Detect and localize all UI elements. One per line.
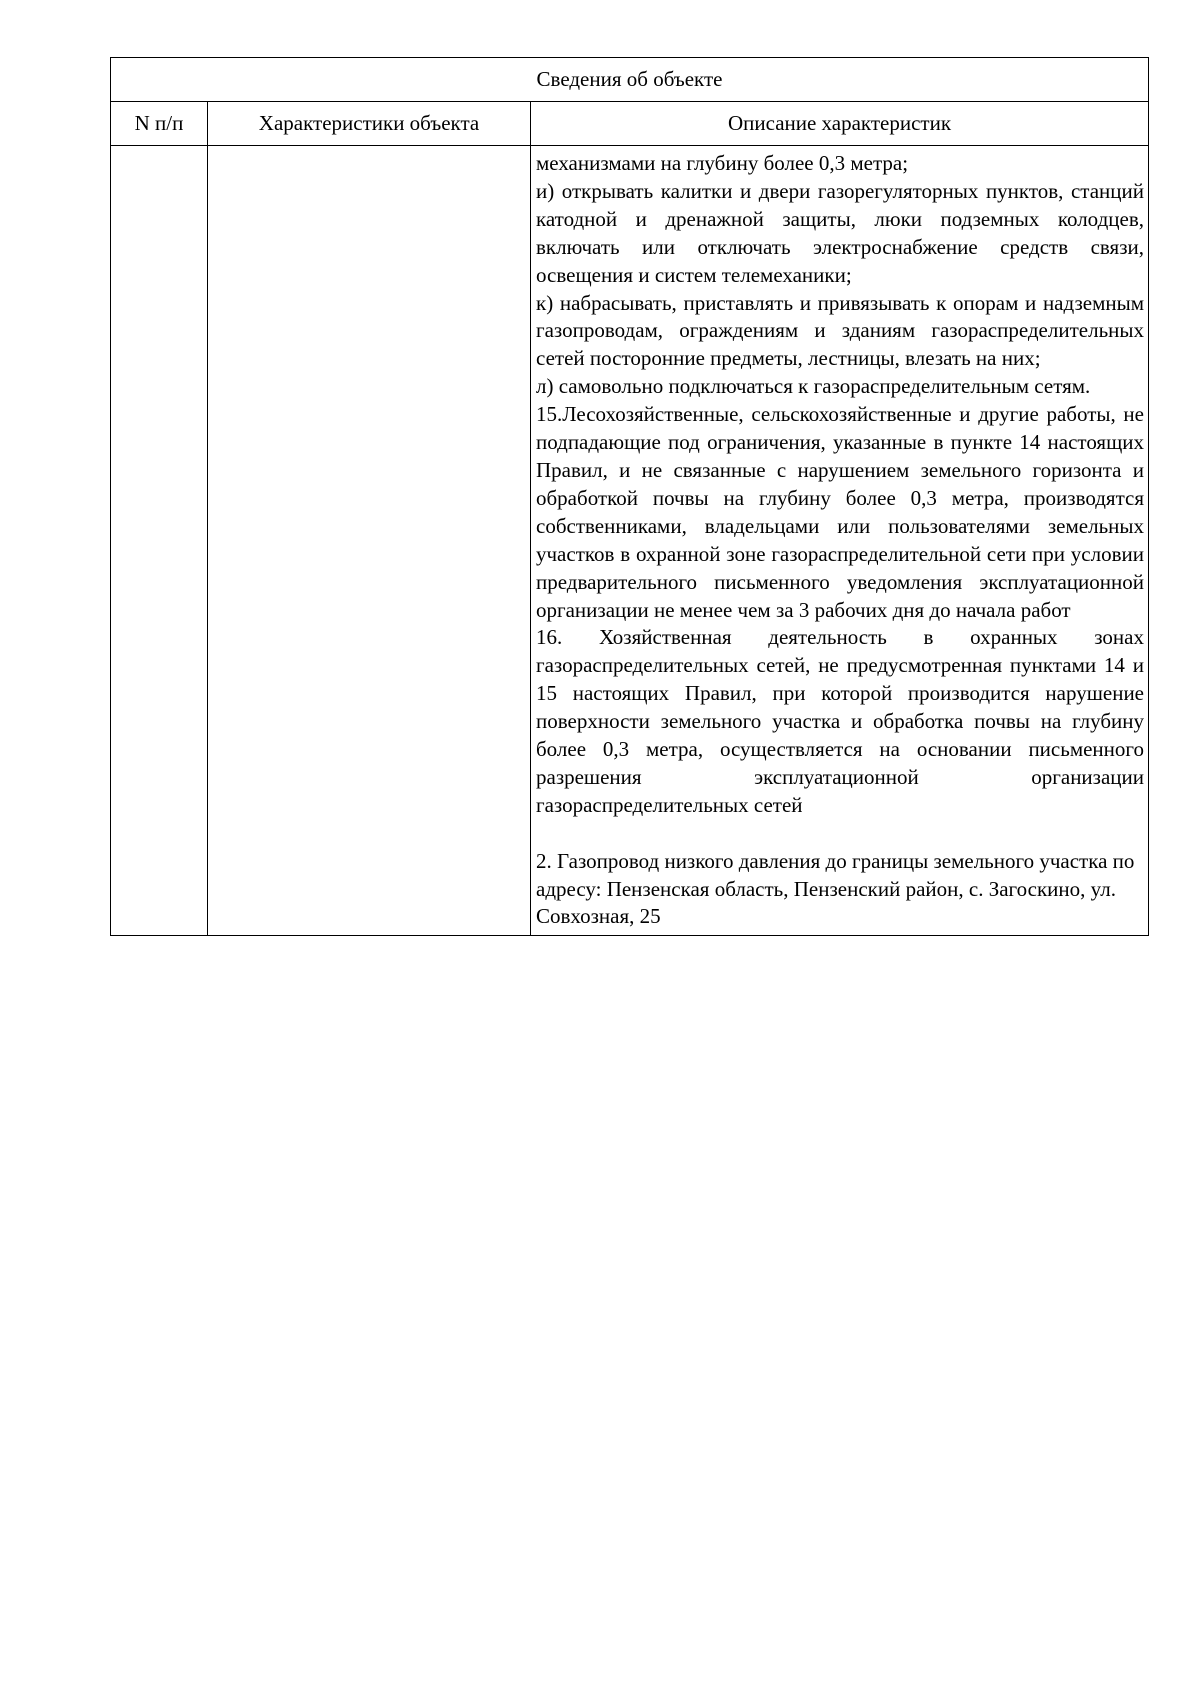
row-characteristics-cell [208,146,531,936]
header-description: Описание характеристик [531,102,1149,146]
header-number: N п/п [111,102,208,146]
description-paragraph: механизмами на глубину более 0,3 метра; [536,151,909,175]
object-info-table [110,57,1149,936]
row-description-cell [531,146,1149,936]
description-paragraph: и) открывать калитки и двери газорегуляторных пунктов, станций катодной и дренажной защиты, люки подземных колодцев, включать или отключать электроснабжение средств связи, освещения и систем телемеханики; [536,178,1144,287]
table-row [111,146,1149,936]
description-paragraph: к) набрасывать, приставлять и привязывать к опорам и надземным газопроводам, ограждениям и зданиям газораспределительных сетей посторонние предметы, лестницы, влезать на них; [536,290,1144,371]
description-paragraph: л) самовольно подключаться к газораспределительным сетям. [536,374,1091,399]
description-paragraph: 16. Хозяйственная деятельность в охранных зонах газораспределительных сетей, не предусмотренная пунктами 14 и 15 настоящих Правил, при которой производится нарушение поверхности земельного участка и обработка почвы на глубину более 0,3 метра, осуществляется на основании письменного разрешения эксплуатационной организации газораспределительных сетей [536,625,1144,817]
row-number-cell [111,146,208,936]
description-paragraph: 2. Газопровод низкого давления до границы земельного участка по адресу: Пензенская область, Пензенский район, с. Загоскино, ул. Совхозная, 25 [536,848,1135,929]
header-characteristics: Характеристики объекта [208,102,531,146]
description-paragraph: 15.Лесохозяйственные, сельскохозяйственные и другие работы, не подпадающие под ограничения, указанные в пункте 14 настоящих Правил, и не связанные с нарушением земельного горизонта и обработкой почвы на глубину более 0,3 метра, производятся собственниками, владельцами или пользователями земельных участков в охранной зоне газораспределительной сети при условии предварительного письменного уведомления эксплуатационной организации не менее чем за 3 рабочих дня до начала работ [536,402,1144,622]
table-title: Сведения об объекте [111,58,1149,102]
